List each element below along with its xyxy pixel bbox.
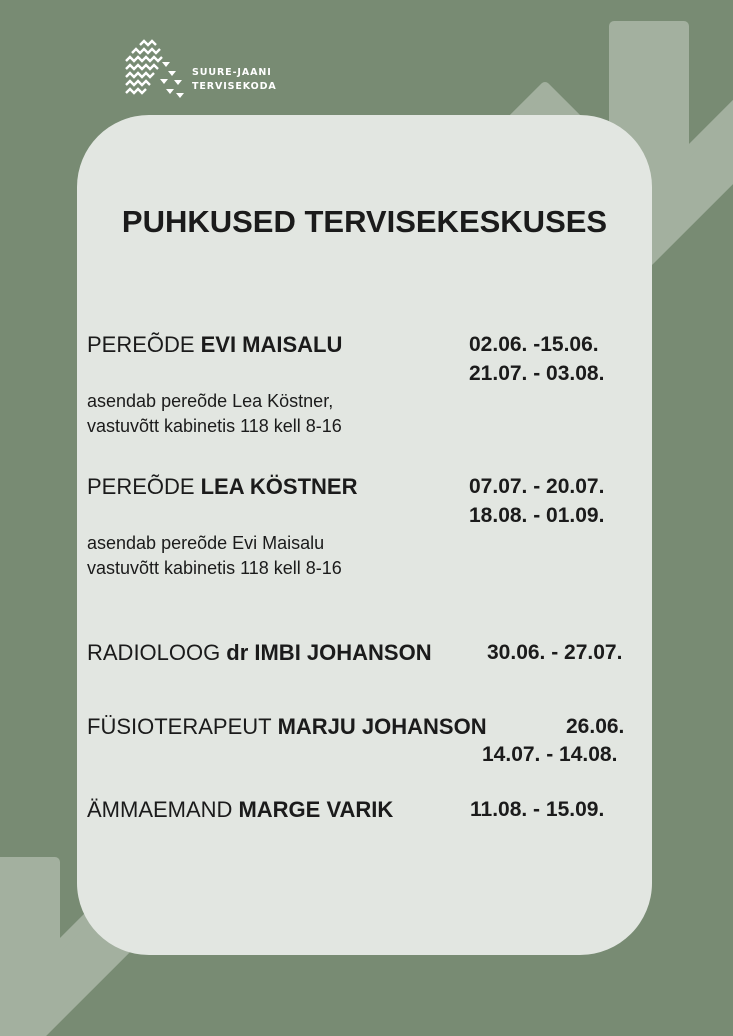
vacation-dates: 11.08. - 15.09. xyxy=(470,798,605,821)
entry-name: dr IMBI JOHANSON xyxy=(226,640,432,665)
logo-mark-icon xyxy=(122,36,188,102)
vacation-dates: 14.07. - 14.08. xyxy=(482,743,618,766)
entry-name: EVI MAISALU xyxy=(200,332,343,357)
vacation-dates: 02.06. -15.06. xyxy=(469,333,599,356)
entry-role: PEREÕDE xyxy=(87,474,195,499)
entry-role: RADIOLOOG xyxy=(87,640,221,665)
entry-lea-kostner xyxy=(87,474,357,500)
entry-role: FÜSIOTERAPEUT xyxy=(87,714,272,739)
vacation-dates: 26.06. xyxy=(566,715,625,738)
entry-name: MARJU JOHANSON xyxy=(277,714,487,739)
logo-text xyxy=(192,66,277,94)
entry-role: ÄMMAEMAND xyxy=(87,797,233,822)
entry-marju-johanson xyxy=(87,714,487,740)
replacement-note: asendab pereõde Evi Maisalu xyxy=(87,533,325,553)
entry-imbi-johanson xyxy=(87,640,432,666)
entry-role: PEREÕDE xyxy=(87,332,195,357)
logo-line-1: SUURE-JAANI xyxy=(192,67,272,78)
reception-note: vastuvõtt kabinetis 118 kell 8-16 xyxy=(87,416,342,436)
entry-name: MARGE VARIK xyxy=(238,797,394,822)
reception-note: vastuvõtt kabinetis 118 kell 8-16 xyxy=(87,558,342,578)
vacation-dates: 07.07. - 20.07. xyxy=(469,475,605,498)
logo-line-2: TERVISEKODA xyxy=(192,81,277,92)
entry-name: LEA KÖSTNER xyxy=(200,474,358,499)
entry-marge-varik xyxy=(87,797,393,823)
vacation-dates: 18.08. - 01.09. xyxy=(469,504,605,527)
page-title: PUHKUSED TERVISEKESKUSES xyxy=(121,204,608,239)
replacement-note: asendab pereõde Lea Köstner, xyxy=(87,391,334,411)
entry-evi-maisalu xyxy=(87,332,342,358)
vacation-dates: 30.06. - 27.07. xyxy=(487,641,623,664)
vacation-dates: 21.07. - 03.08. xyxy=(469,362,605,385)
